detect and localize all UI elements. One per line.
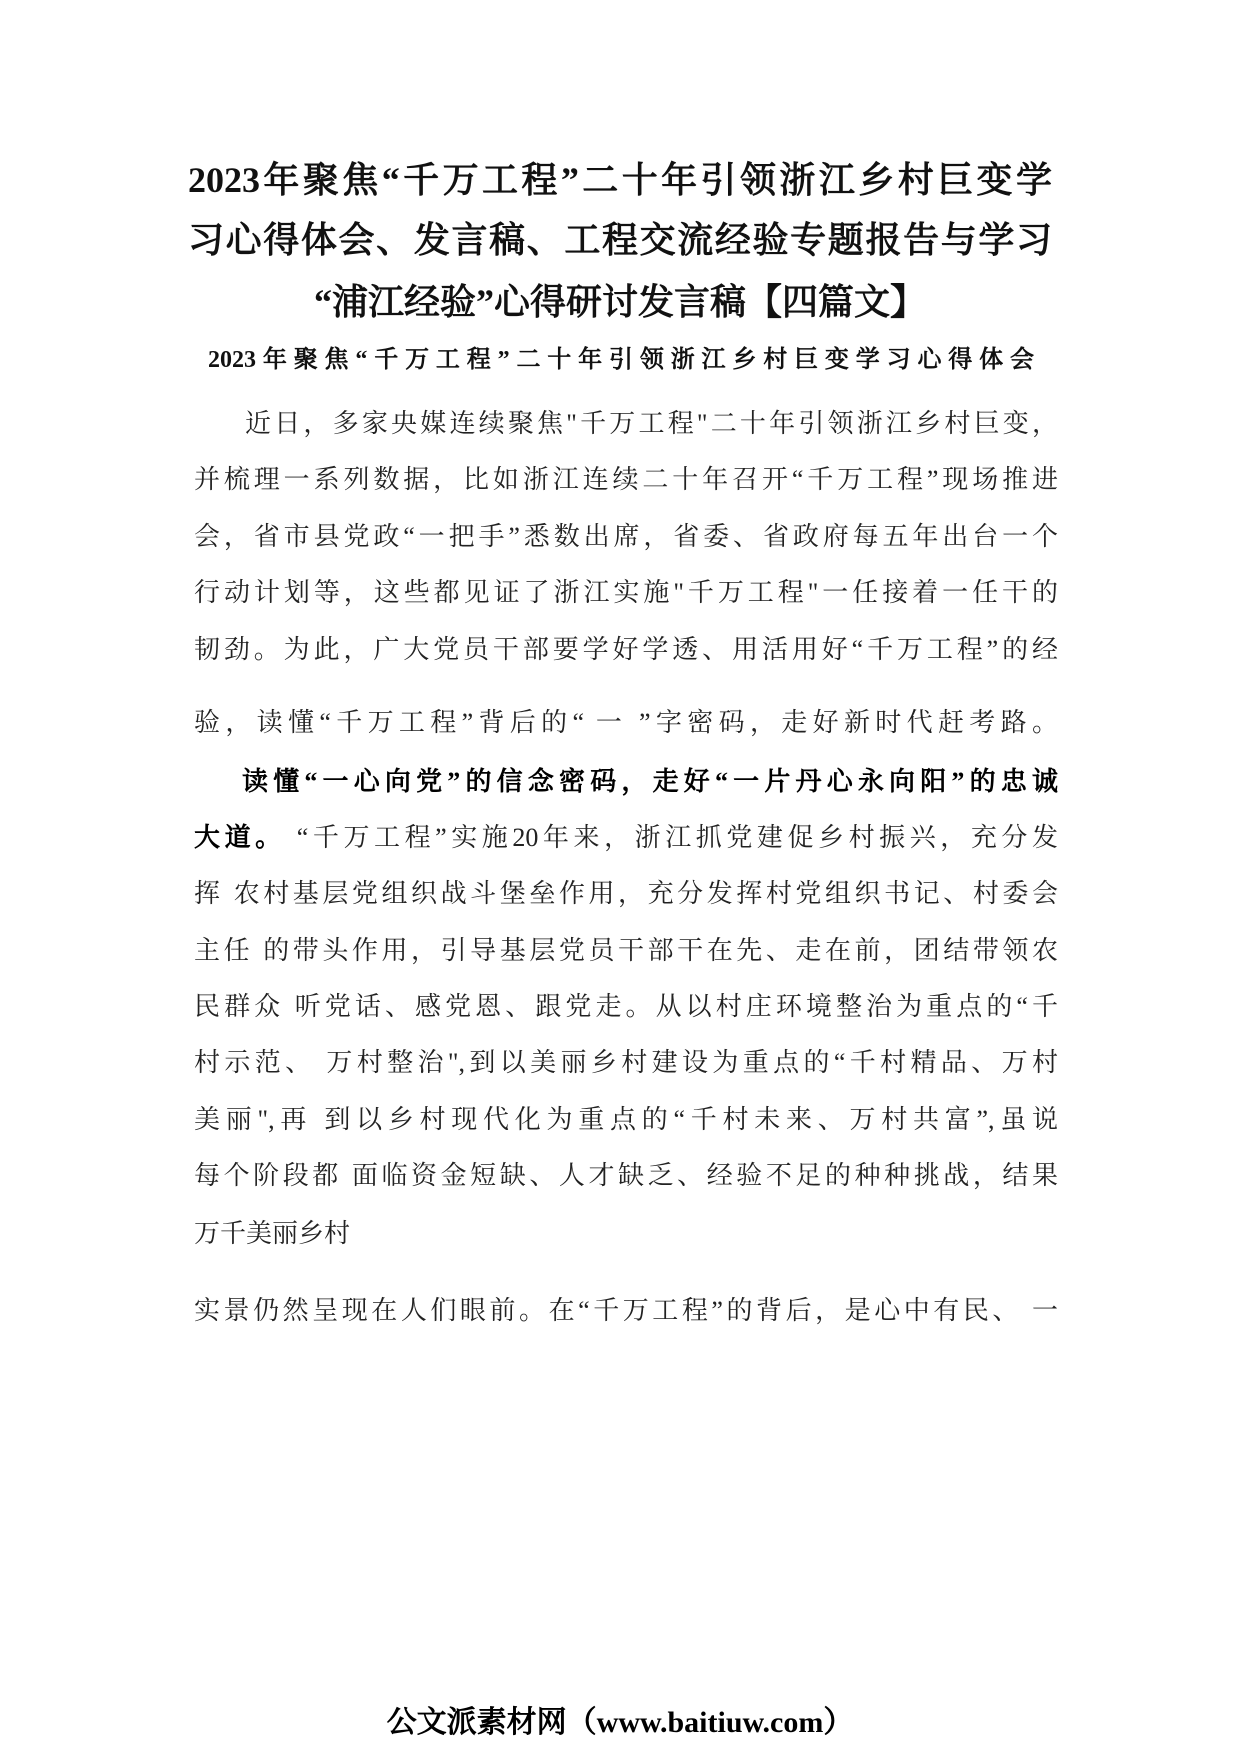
body-line: 挥 农村基层党组织战斗堡垒作用，充分发挥村党组织书记、村委会 <box>194 879 1058 908</box>
body-line: 实景仍然呈现在人们眼前。在“千万工程”的背后，是心中有民、 一 <box>194 1296 1058 1325</box>
body-line-text: “千万工程”实施20年来，浙江抓党建促乡村振兴，充分发 <box>285 823 1058 852</box>
body-line: 民群众 听党话、感党恩、跟党走。从以村庄环境整治为重点的“千 <box>194 992 1058 1021</box>
body-line: 美丽",再 到以乡村现代化为重点的“千村未来、万村共富”,虽说 <box>194 1105 1058 1134</box>
paragraph-heading-tail: 大道。 <box>194 823 286 852</box>
body-line <box>194 821 1058 855</box>
body-line: 会，省市县党政“一把手”悉数出席，省委、省政府每五年出台一个 <box>194 522 1058 551</box>
body-line: 验，读懂“千万工程”背后的“ 一 ”字密码，走好新时代赶考路。 <box>194 708 1058 737</box>
paragraph-heading-line: 读懂“一心向党”的信念密码，走好“一片丹心永向阳”的忠诚 <box>242 767 1058 796</box>
document-title-line-3: “浦江经验”心得研讨发言稿【四篇文】 <box>313 282 926 322</box>
document-title-line-2: 习心得体会、发言稿、工程交流经验专题报告与学习 <box>188 220 1052 260</box>
body-line: 主任 的带头作用，引导基层党员干部干在先、走在前，团结带领农 <box>194 936 1058 965</box>
body-line: 并梳理一系列数据，比如浙江连续二十年召开“千万工程”现场推进 <box>194 465 1058 494</box>
body-line: 近日，多家央媒连续聚焦"千万工程"二十年引领浙江乡村巨变， <box>245 409 1058 438</box>
body-line: 每个阶段都 面临资金短缺、人才缺乏、经验不足的种种挑战，结果 <box>194 1161 1058 1190</box>
document-title-line-1: 2023年聚焦“千万工程”二十年引领浙江乡村巨变学 <box>188 160 1052 200</box>
section-subtitle: 2023年聚焦“千万工程”二十年引领浙江乡村巨变学习心得体会 <box>208 347 1034 373</box>
footer-source-watermark: 公文派素材网（www.baitiuw.com） <box>386 1706 854 1739</box>
body-line: 韧劲。为此，广大党员干部要学好学透、用活用好“千万工程”的经 <box>194 635 1058 664</box>
body-line: 行动计划等，这些都见证了浙江实施"千万工程"一任接着一任干的 <box>194 578 1058 607</box>
body-line: 万千美丽乡村 <box>194 1219 351 1248</box>
body-line: 村示范、 万村整治",到以美丽乡村建设为重点的“千村精品、万村 <box>194 1048 1058 1077</box>
